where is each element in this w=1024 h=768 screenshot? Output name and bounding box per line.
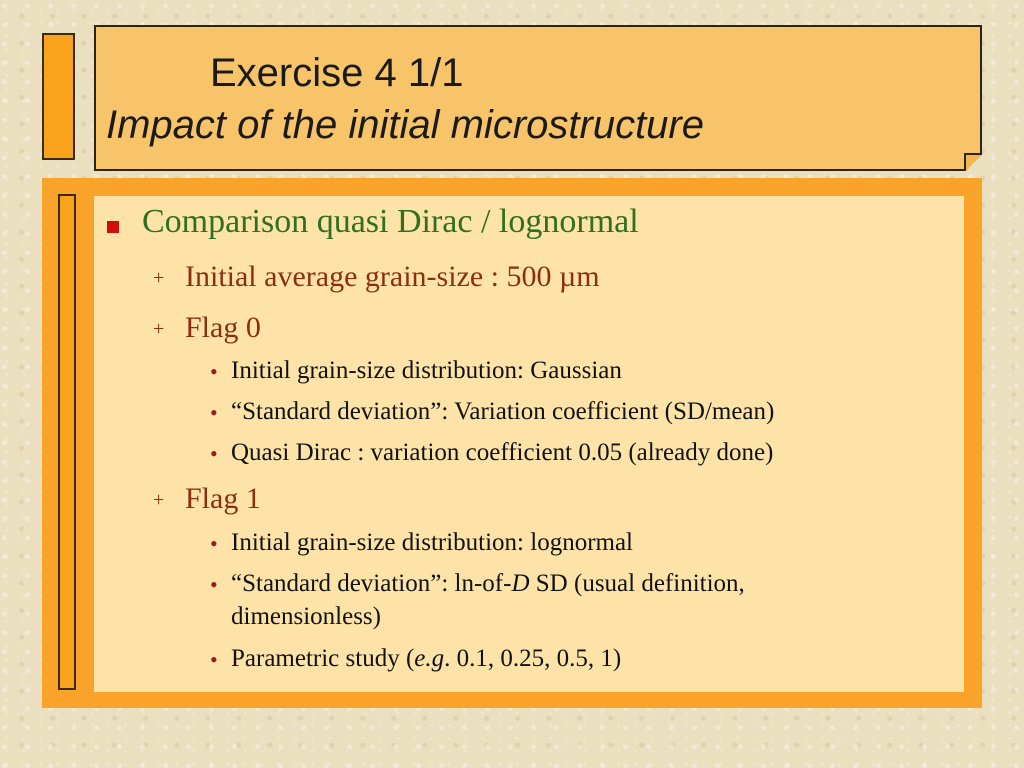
flag1-item-param-suffix: . 0.1, 0.25, 0.5, 1)	[444, 645, 622, 672]
flag0-label: Flag 0	[185, 311, 261, 344]
flag0-item: “Standard deviation”: Variation coefficient (SD/mean)	[231, 398, 775, 425]
flag1-item-distribution: Initial grain-size distribution: lognormal	[231, 529, 634, 556]
page-fold-corner	[964, 153, 982, 171]
flag1-item-parametric	[231, 645, 621, 673]
plus-bullet-icon: +	[153, 267, 165, 289]
dot-bullet-icon: •	[210, 531, 218, 556]
content-accent-bar	[58, 194, 76, 690]
flag1-item-sd-prefix: “Standard deviation”: ln-of-	[231, 570, 512, 597]
flag1-item-sd	[231, 570, 745, 598]
item-grain-size: Initial average grain-size : 500 µm	[185, 260, 600, 293]
dot-bullet-icon: •	[210, 359, 218, 384]
plus-bullet-icon: +	[153, 489, 165, 511]
dot-bullet-icon: •	[210, 441, 218, 466]
title-accent-bar	[42, 33, 75, 160]
flag1-item-sd-suffix: SD (usual definition,	[529, 570, 745, 597]
title-box	[94, 25, 982, 171]
slide-subtitle: Impact of the initial microstructure	[106, 103, 704, 147]
flag1-item-sd-italic: D	[511, 570, 530, 597]
dot-bullet-icon: •	[210, 647, 218, 672]
flag1-item-param-prefix: Parametric study (	[231, 645, 415, 672]
flag0-item: Initial grain-size distribution: Gaussian	[231, 357, 622, 384]
flag1-item-param-italic: e.g	[414, 645, 445, 672]
dot-bullet-icon: •	[210, 400, 218, 425]
flag1-label: Flag 1	[185, 482, 261, 515]
slide-title: Exercise 4 1/1	[210, 51, 464, 95]
flag0-item: Quasi Dirac : variation coefficient 0.05 (already done)	[231, 439, 774, 466]
flag1-item-sd-continuation: dimensionless)	[231, 603, 381, 630]
plus-bullet-icon: +	[153, 318, 165, 340]
heading-comparison: Comparison quasi Dirac / lognormal	[142, 203, 639, 240]
dot-bullet-icon: •	[210, 572, 218, 597]
red-square-bullet-icon	[107, 221, 119, 233]
